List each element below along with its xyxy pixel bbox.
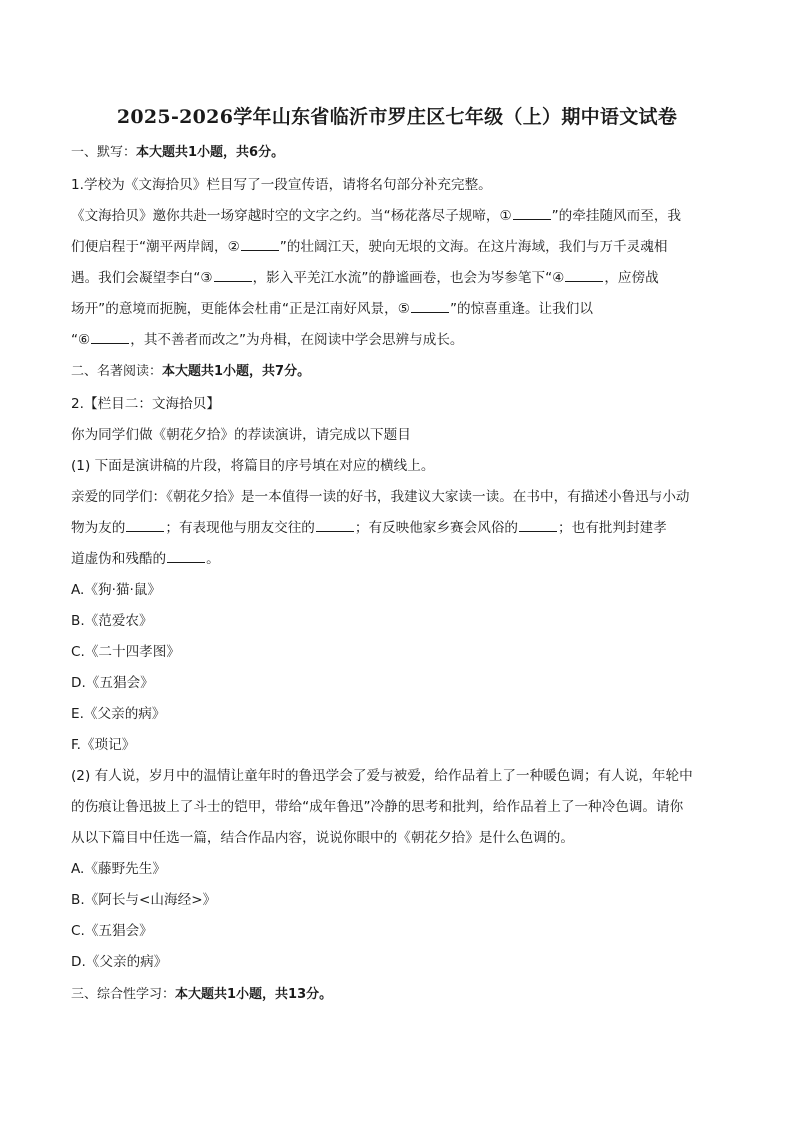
section-heading-2 (71, 362, 731, 382)
option2-d: D.《父亲的病》 (71, 954, 168, 970)
text-run: ”的壮阔江天，驶向无垠的文海。在这片海域，我们与万千灵魂相 (279, 239, 668, 255)
option-a: A.《狗·猫·鼠》 (71, 582, 161, 598)
text-run: “⑥ (71, 332, 91, 348)
q1-line-4 (71, 299, 731, 319)
answer-blank-5[interactable] (411, 300, 449, 313)
answer-blank-2-1[interactable] (126, 519, 164, 532)
option-f: F.《琐记》 (71, 737, 136, 753)
q2-sub1: (1) 下面是演讲稿的片段，将篇目的序号填在对应的横线上。 (71, 458, 435, 474)
text-run: ；有表现他与朋友交往的 (165, 520, 315, 536)
text-run: 场开”的意境而扼腕，更能体会杜甫“正是江南好风景，⑤ (71, 301, 410, 317)
section-3-desc: 本大题共1小题，共13分。 (175, 987, 333, 1002)
text-run: 《文海拾贝》邀你共赴一场穿越时空的文字之约。当“杨花落尽子规啼，① (71, 208, 512, 224)
text-run: 。 (206, 551, 220, 567)
exam-title: 2025-2026学年山东省临沂市罗庄区七年级（上）期中语文试卷 (116, 106, 678, 128)
text-run: ”的牵挂随风而至，我 (551, 208, 682, 224)
text-run: ，应傍战 (604, 270, 659, 286)
q1-line-5 (71, 330, 731, 350)
q2-sub2-line-2: 的伤痕让鲁迅披上了斗士的铠甲，带给“成年鲁迅”冷静的思考和批判，给作品着上了一种冷色调。请你 (71, 799, 684, 815)
section-heading-3 (71, 985, 731, 1005)
text-run: ；有反映他家乡赛会风俗的 (354, 520, 519, 536)
q2-stem: 2.【栏目二：文海拾贝】 (71, 396, 220, 412)
text-run: ”的惊喜重逢。让我们以 (449, 301, 593, 317)
text-run: 遇。我们会凝望李白“③ (71, 270, 213, 286)
section-heading-1 (71, 143, 731, 163)
option2-c: C.《五猖会》 (71, 923, 153, 939)
answer-blank-2[interactable] (241, 238, 279, 251)
q2-sub1-line-3 (71, 549, 731, 569)
answer-blank-1[interactable] (513, 207, 551, 220)
q2-sub2-line-1: (2) 有人说，岁月中的温情让童年时的鲁迅学会了爱与被爱，给作品着上了一种暖色调；有人说，年轮中 (71, 768, 693, 784)
q1-line-3 (71, 268, 731, 288)
answer-blank-4[interactable] (565, 269, 603, 282)
q1-line-1 (71, 206, 731, 226)
option2-b: B.《阿长与<山海经>》 (71, 892, 217, 908)
option2-a: A.《藤野先生》 (71, 861, 166, 877)
answer-blank-2-2[interactable] (316, 519, 354, 532)
q2-sub1-line-2 (71, 518, 731, 538)
option-e: E.《父亲的病》 (71, 706, 166, 722)
answer-blank-6[interactable] (91, 331, 129, 344)
q2-sub2-line-3: 从以下篇目中任选一篇，结合作品内容，说说你眼中的《朝花夕拾》是什么色调的。 (71, 830, 574, 846)
section-2-desc: 本大题共1小题，共7分。 (162, 364, 311, 379)
section-1-desc: 本大题共1小题，共6分。 (136, 145, 285, 160)
text-run: 物为友的 (71, 520, 126, 536)
text-run: 道虚伪和残酷的 (71, 551, 167, 567)
q1-stem: 1.学校为《文海拾贝》栏目写了一段宣传语，请将名句部分补充完整。 (71, 177, 492, 193)
q2-sub1-line-1: 亲爱的同学们：《朝花夕拾》是一本值得一读的好书，我建议大家读一读。在书中，有描述小鲁迅与小动 (71, 489, 690, 505)
section-2-prefix: 二、名著阅读： (71, 364, 163, 379)
section-1-prefix: 一、默写： (71, 145, 137, 160)
text-run: ，影入平羌江水流”的静谧画卷，也会为岑参笔下“④ (252, 270, 565, 286)
section-3-prefix: 三、综合性学习： (71, 987, 176, 1002)
text-run: 们便启程于“潮平两岸阔，② (71, 239, 240, 255)
option-d: D.《五猖会》 (71, 675, 154, 691)
answer-blank-2-3[interactable] (519, 519, 557, 532)
text-run: ；也有批判封建孝 (558, 520, 667, 536)
option-c: C.《二十四孝图》 (71, 644, 180, 660)
q1-line-2 (71, 237, 731, 257)
answer-blank-3[interactable] (214, 269, 252, 282)
text-run: ，其不善者而改之”为舟楫，在阅读中学会思辨与成长。 (130, 332, 464, 348)
q2-intro: 你为同学们做《朝花夕拾》的荐读演讲，请完成以下题目 (71, 427, 411, 443)
answer-blank-2-4[interactable] (167, 550, 205, 563)
option-b: B.《范爱农》 (71, 613, 153, 629)
